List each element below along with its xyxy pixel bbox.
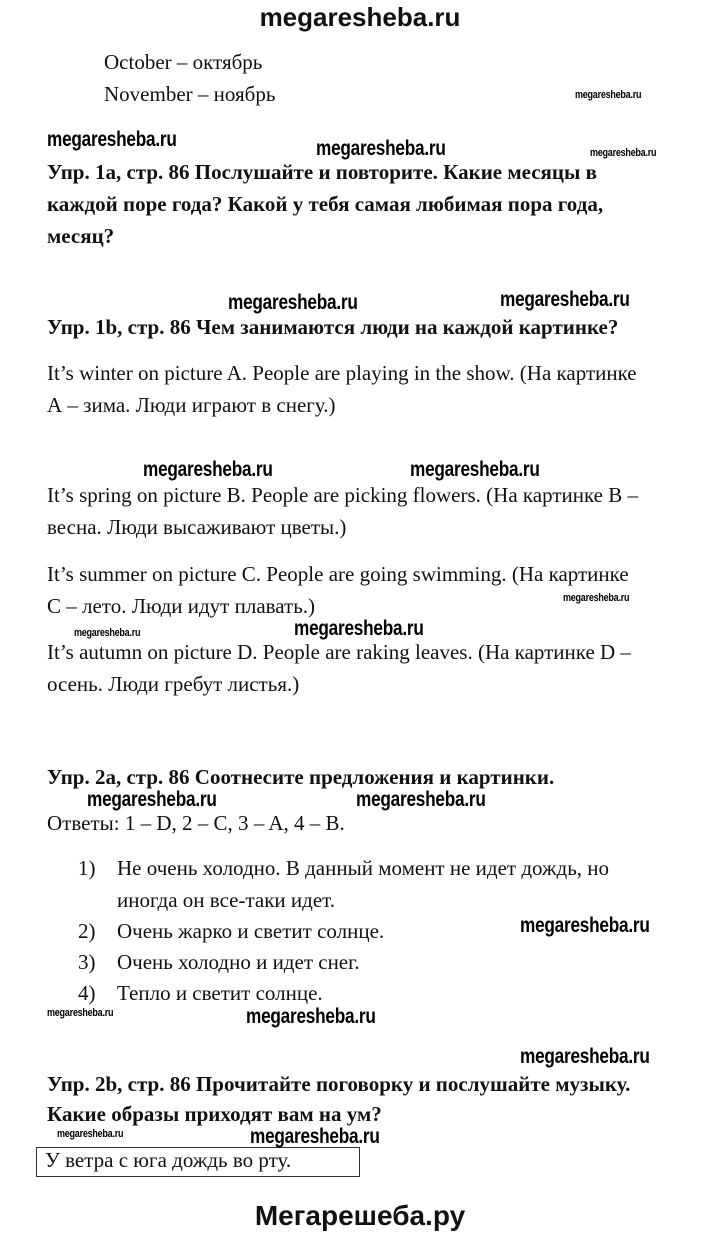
exercise-1a-heading: Упр. 1a, стр. 86 Послушайте и повторите. Какие месяцы в <box>47 160 598 184</box>
paragraph-line: С – лето. Люди идут плавать.) <box>47 594 316 618</box>
list-number: 4) <box>78 981 96 1005</box>
exercise-2a-heading: Упр. 2a, стр. 86 Соотнесите предложения и картинки. <box>47 765 555 789</box>
exercise-1a-heading: каждой поре года? Какой у тебя самая любимая пора года, <box>47 192 604 216</box>
watermark: megaresheba.ru <box>294 617 424 640</box>
list-number: 2) <box>78 919 96 943</box>
header-watermark: megaresheba.ru <box>259 2 461 32</box>
list-number: 1) <box>78 856 96 880</box>
list-item: иногда он все-таки идет. <box>117 888 336 912</box>
list-item: Не очень холодно. В данный момент не идет дождь, но <box>117 856 610 880</box>
paragraph-line: It’s autumn on picture D. People are raking leaves. (На картинке D – <box>47 640 631 664</box>
watermark: megaresheba.ru <box>246 1005 376 1028</box>
footer-watermark: Мегарешеба.ру <box>254 1200 466 1231</box>
watermark: megaresheba.ru <box>590 147 657 159</box>
watermark: megaresheba.ru <box>250 1125 380 1148</box>
list-item: Очень холодно и идет снег. <box>117 950 360 974</box>
watermark: megaresheba.ru <box>356 788 486 811</box>
list-item: Очень жарко и светит солнце. <box>117 919 385 943</box>
exercise-1a-heading: месяц? <box>47 224 115 248</box>
proverb-box <box>36 1147 360 1177</box>
list-number: 3) <box>78 950 96 974</box>
watermark: megaresheba.ru <box>143 458 273 481</box>
watermark: megaresheba.ru <box>87 788 217 811</box>
watermark: megaresheba.ru <box>47 128 177 151</box>
paragraph-line: It’s spring on picture B. People are picking flowers. (На картинке В – <box>47 483 638 507</box>
watermark: megaresheba.ru <box>575 89 642 101</box>
exercise-1b-heading: Упр. 1b, стр. 86 Чем занимаются люди на каждой картинке? <box>47 315 619 339</box>
paragraph-line: It’s winter on picture A. People are playing in the show. (На картинке <box>47 361 637 385</box>
answers-line: Ответы: 1 – D, 2 – C, 3 – A, 4 – B. <box>47 811 345 835</box>
watermark: megaresheba.ru <box>410 458 540 481</box>
month-line: October – октябрь <box>104 50 263 74</box>
paragraph-line: весна. Люди высаживают цветы.) <box>47 515 347 539</box>
watermark: megaresheba.ru <box>316 137 446 160</box>
exercise-2b-heading: Какие образы приходят вам на ум? <box>47 1102 382 1126</box>
watermark: megaresheba.ru <box>57 1128 124 1140</box>
watermark: megaresheba.ru <box>228 291 358 314</box>
month-line: November – ноябрь <box>104 82 276 106</box>
watermark: megaresheba.ru <box>47 1007 114 1019</box>
proverb-text: У ветра с юга дождь во рту. <box>45 1148 292 1172</box>
paragraph-line: А – зима. Люди играют в снегу.) <box>47 393 336 417</box>
watermark: megaresheba.ru <box>563 592 630 604</box>
watermark: megaresheba.ru <box>520 914 650 937</box>
paragraph-line: It’s summer on picture C. People are going swimming. (На картинке <box>47 562 629 586</box>
list-item: Тепло и светит солнце. <box>117 981 323 1005</box>
paragraph-line: осень. Люди гребут листья.) <box>47 672 300 696</box>
exercise-2b-heading: Упр. 2b, стр. 86 Прочитайте поговорку и послушайте музыку. <box>47 1072 631 1096</box>
watermark: megaresheba.ru <box>520 1045 650 1068</box>
watermark: megaresheba.ru <box>74 627 141 639</box>
watermark: megaresheba.ru <box>500 288 630 311</box>
